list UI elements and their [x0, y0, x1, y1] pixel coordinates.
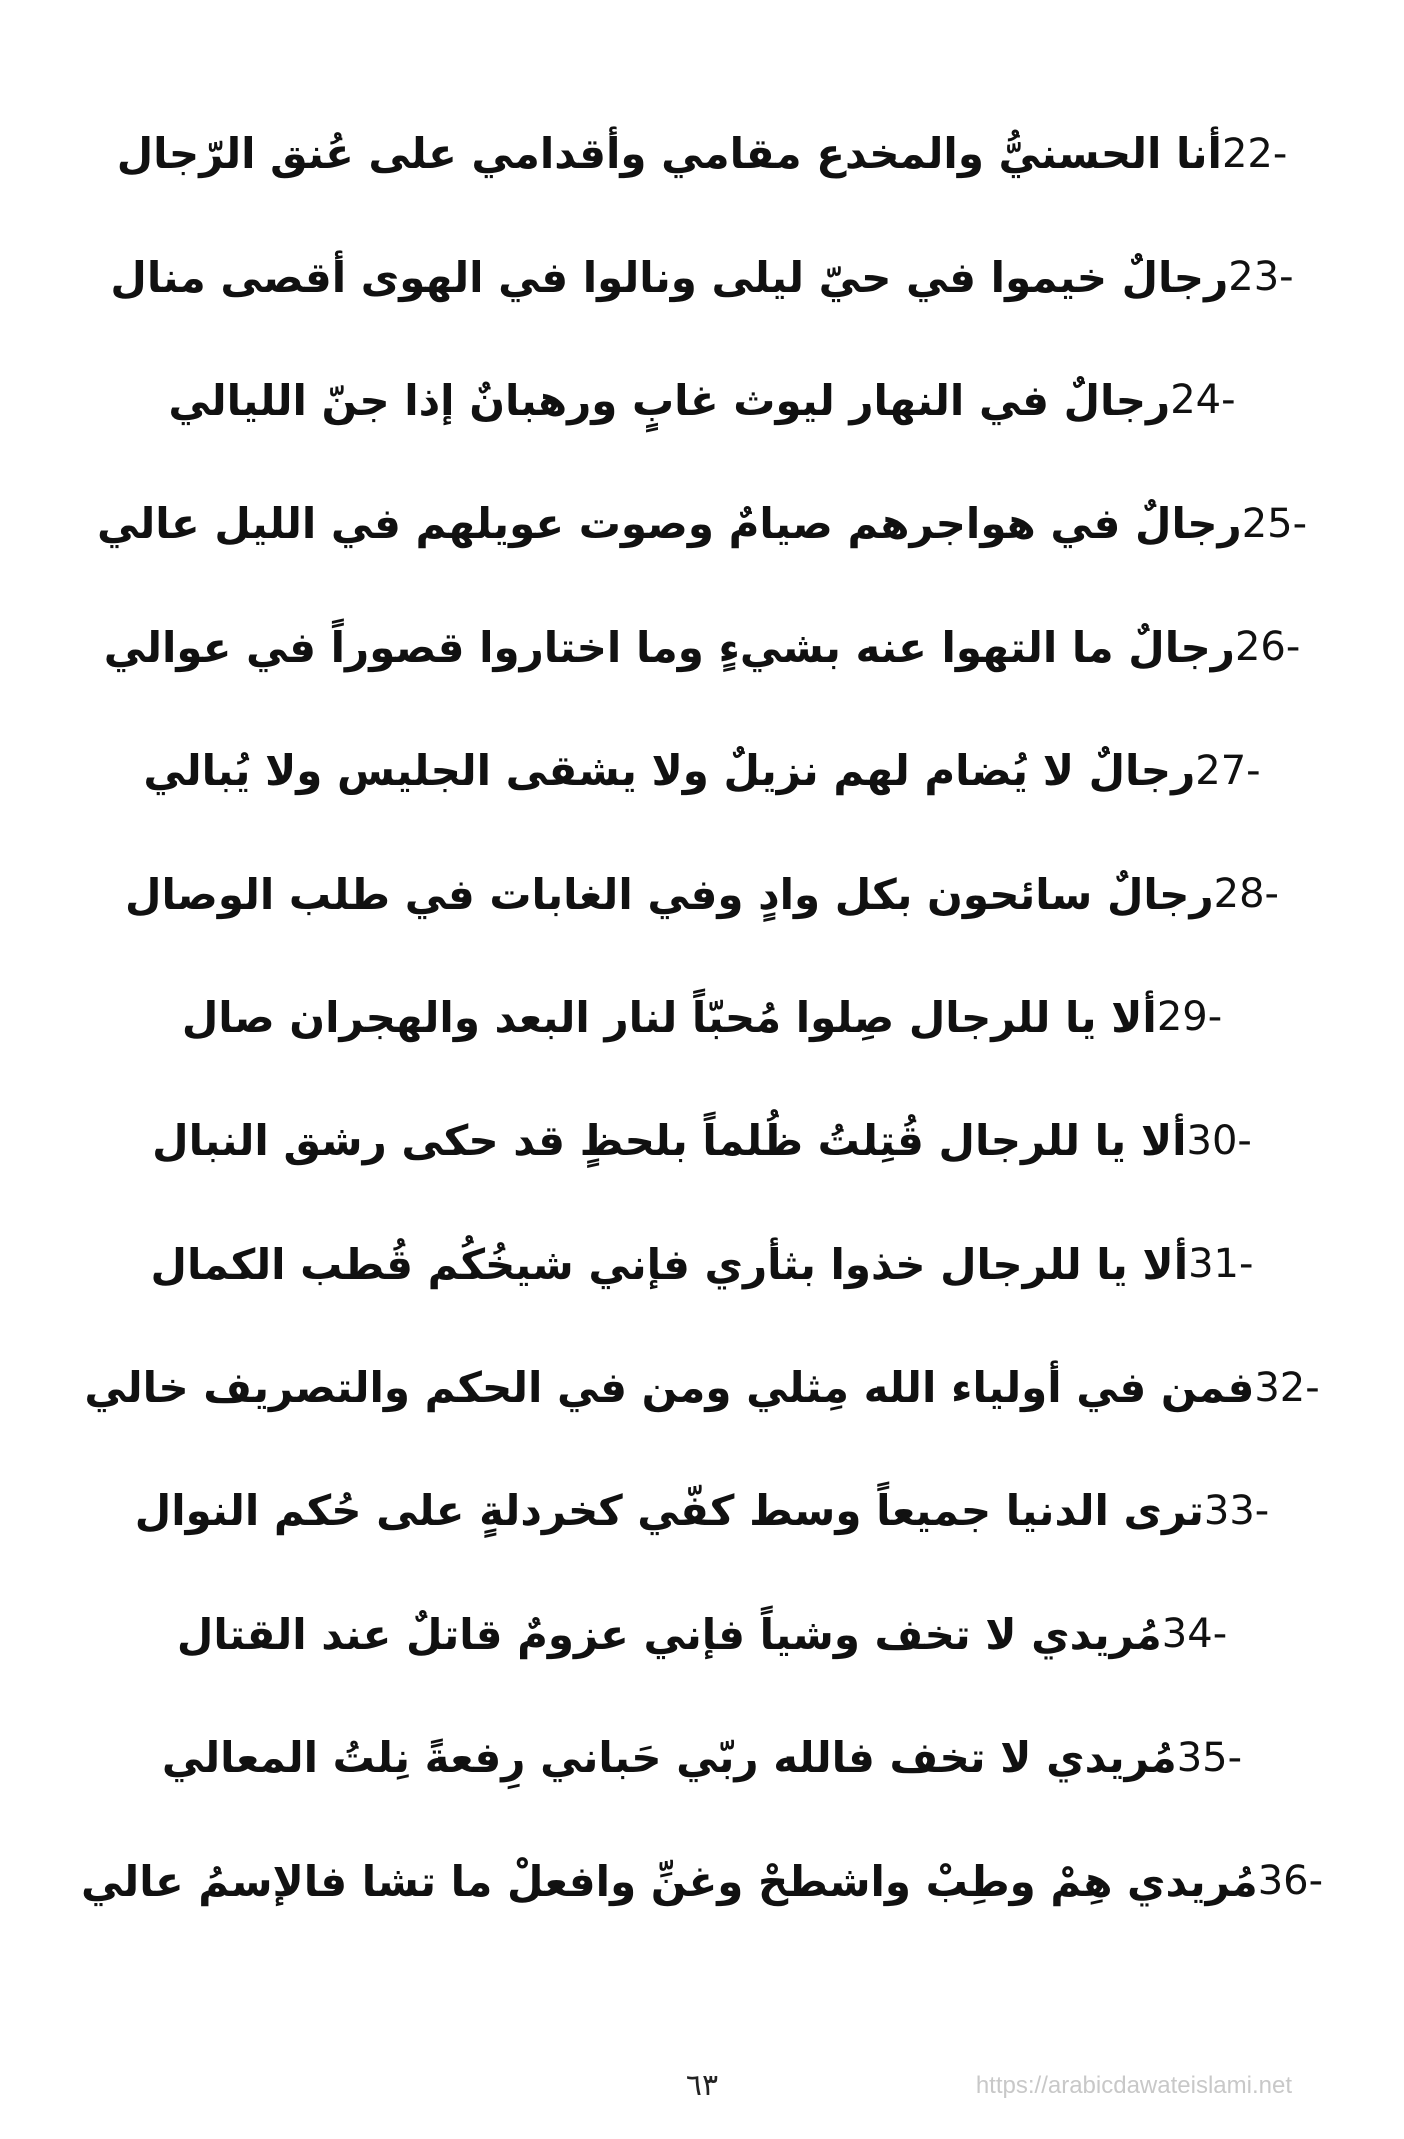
verse-number: -35 [1176, 1734, 1243, 1781]
verse-number: -31 [1188, 1241, 1254, 1288]
verse-line [0, 586, 1404, 709]
verse-text: ترى الدنيا جميعاً وسط كفّي كخردلةٍ على حُكم النوال [134, 1486, 1204, 1536]
verse-line [0, 1079, 1404, 1202]
verse-number: -34 [1161, 1611, 1228, 1658]
verse-text: ألا يا للرجال خذوا بثأري فإني شيخُكُم قُطب الكمال [150, 1239, 1189, 1289]
verse-number: -24 [1170, 377, 1236, 424]
verse-text: مُريدي هِمْ وطِبْ واشطحْ وغنِّ وافعلْ ما تشا فالإسمُ عالي [80, 1856, 1258, 1906]
verse-line [0, 1326, 1404, 1449]
verse-text: ألا يا للرجال قُتِلتُ ظُلماً بلحظٍ قد حكى رشق النبال [152, 1116, 1187, 1166]
verse-number: -25 [1241, 500, 1308, 547]
verse-line [0, 832, 1404, 955]
verse-number: -27 [1195, 747, 1261, 794]
verse-line [0, 956, 1404, 1079]
verse-line [0, 709, 1404, 832]
verse-line [0, 1573, 1404, 1696]
verse-text: مُريدي لا تخف فالله ربّي حَباني رِفعةً نِلتُ المعالي [161, 1733, 1177, 1783]
verse-text: رجالٌ سائحون بكل وادٍ وفي الغابات في طلب الوصال [125, 869, 1214, 919]
verse-line [0, 339, 1404, 462]
page-number: ٦٣ [685, 2068, 719, 2103]
verse-text: فمن في أولياء الله مِثلي ومن في الحكم والتصريف خالي [84, 1363, 1255, 1413]
verse-line [0, 1203, 1404, 1326]
verse-number: -29 [1156, 994, 1223, 1041]
verse-number: -32 [1254, 1364, 1320, 1411]
verse-text: ألا يا للرجال صِلوا مُحبّاً لنار البعد والهجران صال [181, 992, 1157, 1042]
verse-number: -28 [1213, 871, 1279, 918]
watermark-url: https://arabicdawateislami.net [975, 2072, 1292, 2099]
verse-text: أنا الحسنيُّ والمخدع مقامي وأقدامي على عُنق الرّجال [116, 129, 1222, 179]
verse-line [0, 462, 1404, 585]
verse-line [0, 1819, 1404, 1942]
verse-line [0, 215, 1404, 338]
verse-number: -26 [1234, 624, 1301, 671]
verse-list [0, 92, 1404, 1943]
verse-text: رجالٌ لا يُضام لهم نزيلٌ ولا يشقى الجليس ولا يُبالي [143, 746, 1196, 796]
verse-line [0, 92, 1404, 215]
verse-text: رجالٌ في النهار ليوث غابٍ ورهبانٌ إذا جنّ الليالي [168, 375, 1171, 425]
verse-number: -22 [1221, 130, 1288, 177]
verse-line [0, 1449, 1404, 1572]
verse-line [0, 1696, 1404, 1819]
verse-number: -23 [1228, 254, 1294, 301]
verse-text: رجالٌ خيموا في حيّ ليلى ونالوا في الهوى أقصى منال [110, 252, 1229, 302]
verse-number: -36 [1257, 1858, 1324, 1905]
verse-text: رجالٌ في هواجرهم صيامٌ وصوت عويلهم في الليل عالي [96, 499, 1242, 549]
verse-text: رجالٌ ما التهوا عنه بشيءٍ وما اختاروا قصوراً في عوالي [103, 622, 1235, 672]
verse-text: مُريدي لا تخف وشياً فإني عزومٌ قاتلٌ عند القتال [176, 1609, 1162, 1659]
verse-number: -30 [1186, 1117, 1252, 1164]
verse-number: -33 [1203, 1487, 1270, 1534]
